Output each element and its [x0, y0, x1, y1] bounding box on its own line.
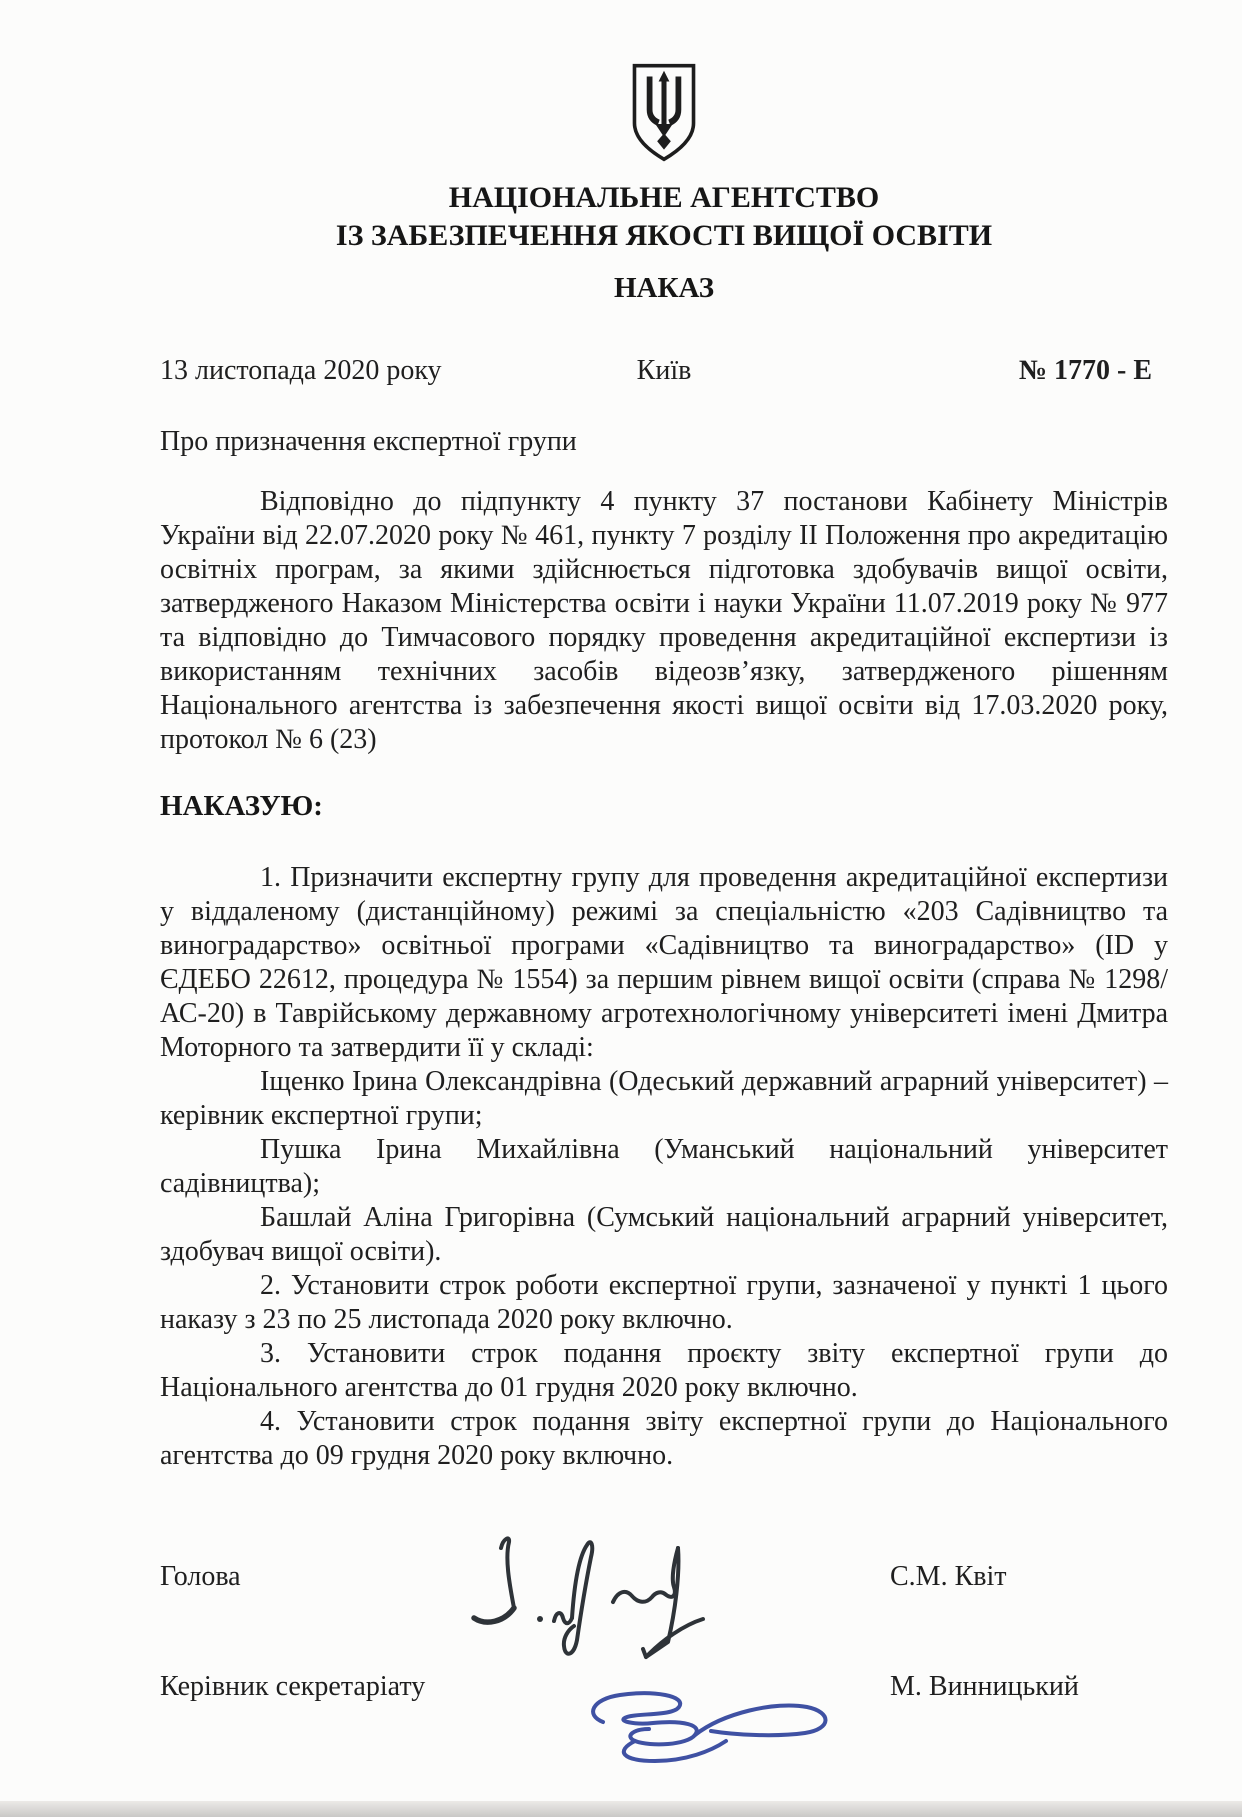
- order-number: № 1770 - Е: [1018, 355, 1152, 386]
- order-city: Київ: [636, 355, 692, 386]
- order-item-3: 3. Установити строк подання проєкту звіту експертної групи до Національного агентства до 01 грудня 2020 року включно.: [160, 1338, 1168, 1403]
- order-item-2: 2. Установити строк роботи експертної групи, зазначеної у пункті 1 цього наказу з 23 по 25 листопада 2020 року включно.: [160, 1270, 1168, 1335]
- expert-entry-1: Іщенко Ірина Олександрівна (Одеський державний аграрний університет) – керівник експертної групи;: [160, 1066, 1168, 1131]
- order-heading: НАКАЗУЮ:: [160, 790, 323, 822]
- subject-line: Про призначення експертної групи: [160, 426, 577, 457]
- scan-edge-strip: [0, 1801, 1242, 1817]
- ukraine-trident-coat-of-arms-icon: [628, 62, 700, 163]
- preamble-paragraph: Відповідно до підпункту 4 пункту 37 постанови Кабінету Міністрів України від 22.07.2020 року № 461, пункту 7 розділу ІІ Положення про акредитацію освітніх програм, за якими здійснюється підготовка здобувачів вищої освіти, затвердженого Наказом Міністерства освіти і науки України 11.07.2019 року № 977 та відповідно до Тимчасового порядку проведення акредитаційної експертизи із використанням технічних засобів відеозв’язку, затвердженого рішенням Національного агентства із забезпечення якості вищої освіти від 17.03.2020 року, протокол № 6 (23): [160, 486, 1168, 755]
- signatory-name: М. Винницький: [890, 1671, 1079, 1702]
- order-item-1: 1. Призначити експертну групу для проведення акредитаційної експертизи у віддаленому (дистанційному) режимі за спеціальністю «203 Садівництво та виноградарство» освітньої програми «Садівництво та виноградарство» (ID у ЄДЕБО 22612, процедура № 1554) за першим рівнем вищої освіти (справа № 1298/АС-20) в Таврійському державному агротехнологічному університеті імені Дмитра Моторного та затвердити її у складі:: [160, 862, 1168, 1063]
- document-content: [160, 62, 1168, 1705]
- order-meta-line: [160, 355, 1168, 389]
- scanned-order-document: [0, 62, 1242, 1817]
- org-name-line1: НАЦІОНАЛЬНЕ АГЕНТСТВО: [448, 181, 880, 214]
- head-handwritten-signature: [460, 1530, 720, 1670]
- expert-entry-3: Башлай Аліна Григорівна (Сумський національний аграрний університет, здобувач вищої освіти).: [160, 1202, 1168, 1267]
- expert-entry-2: Пушка Ірина Михайлівна (Уманський національний університет садівництва);: [160, 1134, 1168, 1199]
- secretariat-handwritten-signature: [575, 1686, 845, 1768]
- order-items: [160, 861, 1168, 1473]
- order-item-4: 4. Установити строк подання звіту експертної групи до Національного агентства до 09 грудня 2020 року включно.: [160, 1406, 1168, 1471]
- doc-type-title: НАКАЗ: [613, 272, 715, 304]
- org-name-line2: ІЗ ЗАБЕЗПЕЧЕННЯ ЯКОСТІ ВИЩОЇ ОСВІТИ: [335, 219, 993, 252]
- signatory-title: Голова: [160, 1561, 241, 1592]
- signatory-name: С.М. Квіт: [890, 1561, 1007, 1592]
- order-date: 13 листопада 2020 року: [160, 355, 442, 386]
- signatory-title: Керівник секретаріату: [160, 1671, 426, 1702]
